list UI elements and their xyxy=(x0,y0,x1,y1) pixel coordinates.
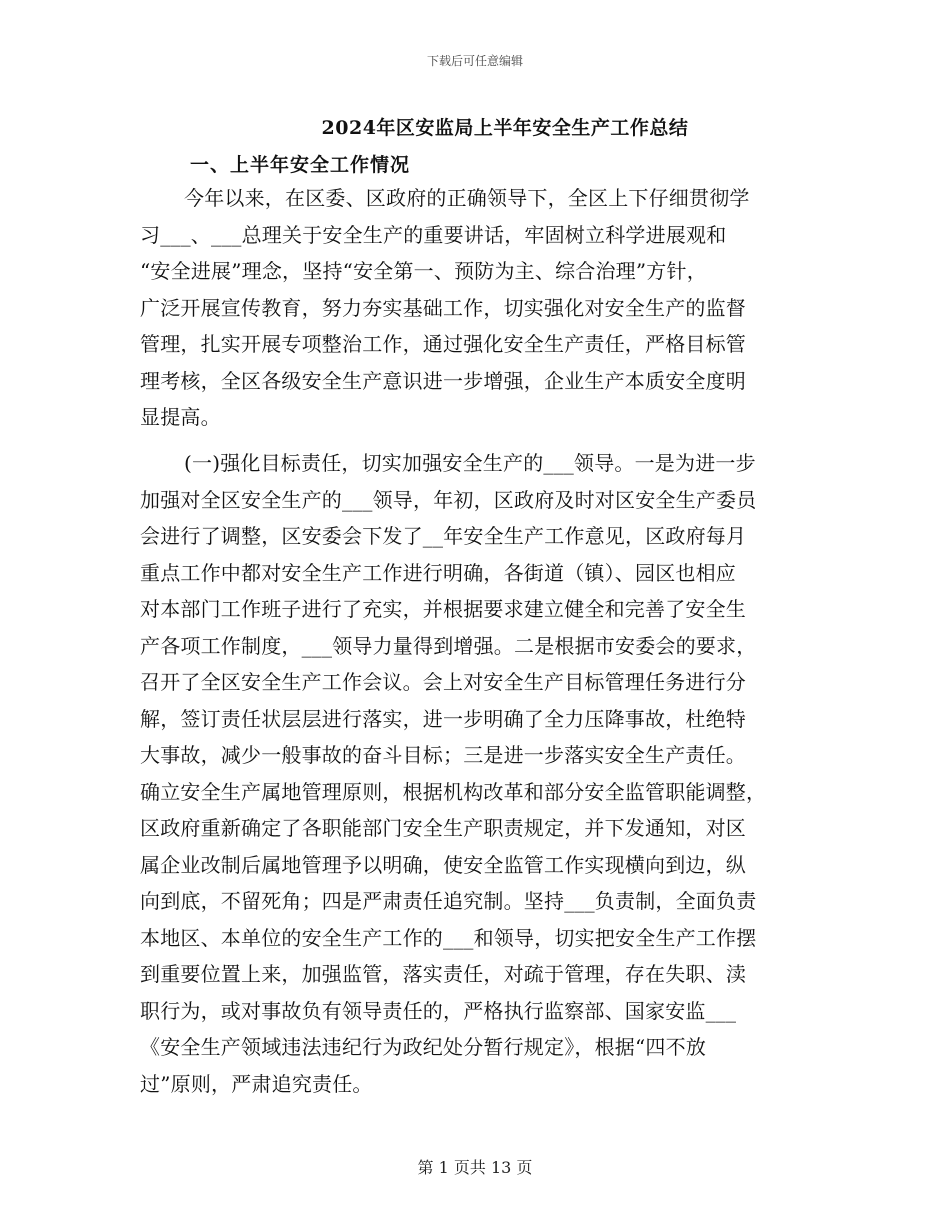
paragraph-line: 本地区、本单位的安全生产工作的___和领导，切实把安全生产工作摆 xyxy=(140,925,757,950)
paragraph-2 xyxy=(140,445,820,1102)
paragraph-line: 会进行了调整，区安委会下发了__年安全生产工作意见，区政府每月 xyxy=(140,524,747,548)
paragraph-line: 确立安全生产属地管理原则，根据机构改革和部分安全监管职能调整， xyxy=(140,779,767,804)
paragraph-line: “安全进展”理念，坚持“安全第一、预防为主、综合治理”方针， xyxy=(140,259,707,283)
paragraph-line: 显提高。 xyxy=(140,405,221,429)
paragraph-line: 今年以来，在区委、区政府的正确领导下，全区上下仔细贯彻学 xyxy=(184,186,750,210)
paragraph-line: 加强对全区安全生产的___领导，年初，区政府及时对区安全生产委员 xyxy=(140,487,757,512)
paragraph-line: 属企业改制后属地管理予以明确，使安全监管工作实现横向到边，纵 xyxy=(140,852,746,877)
paragraph-line: 广泛开展宣传教育，努力夯实基础工作，切实强化对安全生产的监督 xyxy=(140,295,746,320)
paragraph-line: 习___、___总理关于安全生产的重要讲话，牢固树立科学进展观和 xyxy=(140,222,727,247)
page-header: 下载后可任意编辑 xyxy=(426,54,523,68)
paragraph-line: 管理，扎实开展专项整治工作，通过强化安全生产责任，严格目标管 xyxy=(140,332,746,356)
paragraph-1 xyxy=(140,180,820,436)
paragraph-line: 对本部门工作班子进行了充实，并根据要求建立健全和完善了安全生 xyxy=(140,597,746,621)
paragraph-line: 召开了全区安全生产工作会议。会上对安全生产目标管理任务进行分 xyxy=(140,670,746,694)
paragraph-line: 产各项工作制度，___领导力量得到增强。二是根据市安委会的要求， xyxy=(140,633,757,658)
paragraph-line: 职行为，或对事故负有领导责任的，严格执行监察部、国家安监___ xyxy=(140,998,737,1023)
paragraph-line: 到重要位置上来，加强监管，落实责任，对疏于管理，存在失职、渎 xyxy=(140,962,746,986)
paragraph-line: 理考核，全区各级安全生产意识进一步增强，企业生产本质安全度明 xyxy=(140,368,746,393)
page-number: 第 1 页共 13 页 xyxy=(417,1158,533,1177)
paragraph-line: 解，签订责任状层层进行落实，进一步明确了全力压降事故，杜绝特 xyxy=(140,706,746,731)
document-title: 2024年区安监局上半年安全生产工作总结 xyxy=(321,117,689,139)
paragraph-line: 向到底，不留死角；四是严肃责任追究制。坚持___负责制，全面负责 xyxy=(140,889,757,913)
paragraph-line: 《安全生产领域违法违纪行为政纪处分暂行规定》，根据“四不放 xyxy=(140,1035,707,1059)
paragraph-line: 区政府重新确定了各职能部门安全生产职责规定，并下发通知，对区 xyxy=(140,816,746,840)
paragraph-line: 重点工作中都对安全生产工作进行明确，各街道（镇）、园区也相应 xyxy=(140,560,736,585)
section-heading: 一、上半年安全工作情况 xyxy=(190,154,411,176)
paragraph-line: (一)强化目标责任，切实加强安全生产的___领导。一是为进一步 xyxy=(184,451,756,475)
paragraph-line: 过”原则，严肃追究责任。 xyxy=(140,1071,373,1096)
paragraph-line: 大事故，减少一般事故的奋斗目标；三是进一步落实安全生产责任。 xyxy=(140,743,746,767)
